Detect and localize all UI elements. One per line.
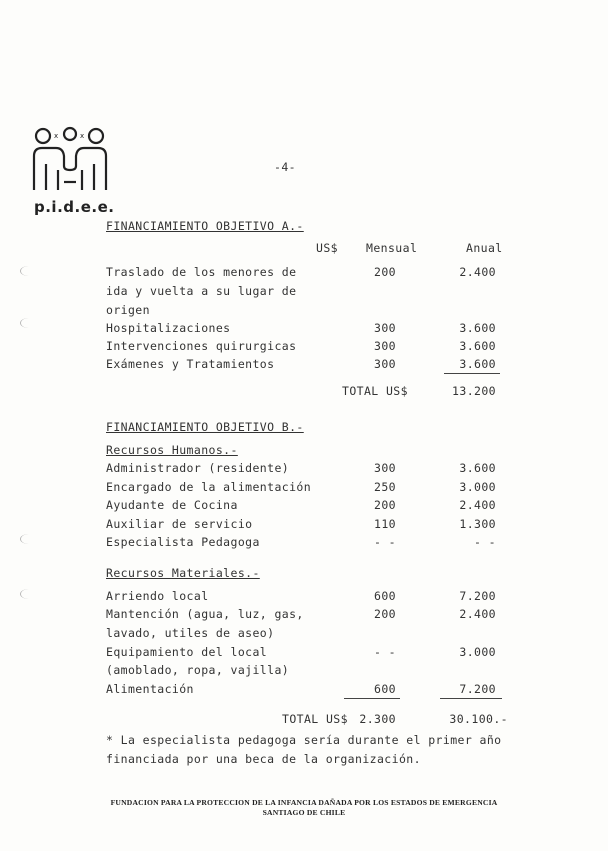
binder-hole-mark: [20, 534, 37, 544]
row-label: Alimentación: [106, 682, 194, 696]
page-number: -4-: [274, 160, 296, 174]
row-label: Auxiliar de servicio: [106, 517, 253, 531]
total-label: TOTAL US$: [282, 712, 348, 726]
row-label: ida y vuelta a su lugar de: [106, 284, 297, 298]
row-label: Intervenciones quirurgicas: [106, 339, 297, 353]
row-annual: 3.600: [459, 357, 496, 371]
row-monthly: 300: [374, 461, 396, 475]
row-label: (amoblado, ropa, vajilla): [106, 663, 290, 677]
row-label: origen: [106, 303, 150, 317]
row-monthly: 300: [374, 339, 396, 353]
binder-hole-mark: [20, 589, 37, 599]
section-a-heading: FINANCIAMIENTO OBJETIVO A.-: [106, 219, 304, 233]
column-currency: US$: [316, 241, 338, 255]
human-resources-heading: Recursos Humanos.-: [106, 443, 238, 457]
column-annual: Anual: [466, 241, 503, 255]
footnote-line: * La especialista pedagoga sería durante el primer año: [106, 733, 502, 747]
row-annual: 1.300: [459, 517, 496, 531]
three-children-logo: [30, 124, 110, 196]
svg-text:x: x: [54, 132, 59, 140]
row-label: Administrador (residente): [106, 461, 290, 475]
row-label: Equipamiento del local: [106, 645, 268, 659]
row-monthly: 600: [374, 682, 396, 696]
row-monthly: - -: [374, 535, 396, 549]
section-b-heading: FINANCIAMIENTO OBJETIVO B.-: [106, 420, 304, 434]
row-label: Ayudante de Cocina: [106, 498, 238, 512]
row-monthly: 200: [374, 498, 396, 512]
footer-foundation: FUNDACION PARA LA PROTECCION DE LA INFANCIA DAÑADA POR LOS ESTADOS DE EMERGENCIA: [110, 798, 498, 807]
row-monthly: 250: [374, 480, 396, 494]
footer-city: SANTIAGO DE CHILE: [262, 808, 346, 817]
row-label: Especialista Pedagoga: [106, 535, 260, 549]
binder-hole-mark: [20, 318, 37, 328]
row-annual: 3.600: [459, 321, 496, 335]
row-label: Exámenes y Tratamientos: [106, 357, 275, 371]
row-monthly: 300: [374, 321, 396, 335]
row-monthly: 300: [374, 357, 396, 371]
row-label: Mantención (agua, luz, gas,: [106, 607, 304, 621]
total-label: TOTAL US$: [342, 384, 408, 398]
row-label: Arriendo local: [106, 589, 209, 603]
row-annual: 2.400: [459, 498, 496, 512]
total-annual: 30.100.-: [449, 712, 508, 726]
row-monthly: 600: [374, 589, 396, 603]
total-monthly: 2.300: [359, 712, 396, 726]
row-annual: 7.200: [459, 682, 496, 696]
row-label: Encargado de la alimentación: [106, 480, 312, 494]
binder-hole-mark: [20, 266, 37, 276]
row-monthly: 200: [374, 607, 396, 621]
row-monthly: 110: [374, 517, 396, 531]
row-annual: 3.600: [459, 461, 496, 475]
svg-text:x: x: [80, 132, 85, 140]
total-rule: [344, 698, 400, 699]
row-annual: 3.000: [459, 645, 496, 659]
row-annual: - -: [474, 535, 496, 549]
footnote-line: financiada por una beca de la organización.: [106, 752, 421, 766]
total-annual: 13.200: [452, 384, 496, 398]
row-label: lavado, utiles de aseo): [106, 626, 275, 640]
total-rule: [444, 373, 500, 374]
row-label: Traslado de los menores de: [106, 265, 297, 279]
row-annual: 7.200: [459, 589, 496, 603]
row-annual: 2.400: [459, 607, 496, 621]
material-resources-heading: Recursos Materiales.-: [106, 566, 260, 580]
row-monthly: - -: [374, 645, 396, 659]
total-rule: [440, 698, 502, 699]
brand-name: p.i.d.e.e.: [34, 198, 115, 216]
row-monthly: 200: [374, 265, 396, 279]
column-monthly: Mensual: [366, 241, 418, 255]
row-annual: 2.400: [459, 265, 496, 279]
row-label: Hospitalizaciones: [106, 321, 231, 335]
row-annual: 3.600: [459, 339, 496, 353]
row-annual: 3.000: [459, 480, 496, 494]
